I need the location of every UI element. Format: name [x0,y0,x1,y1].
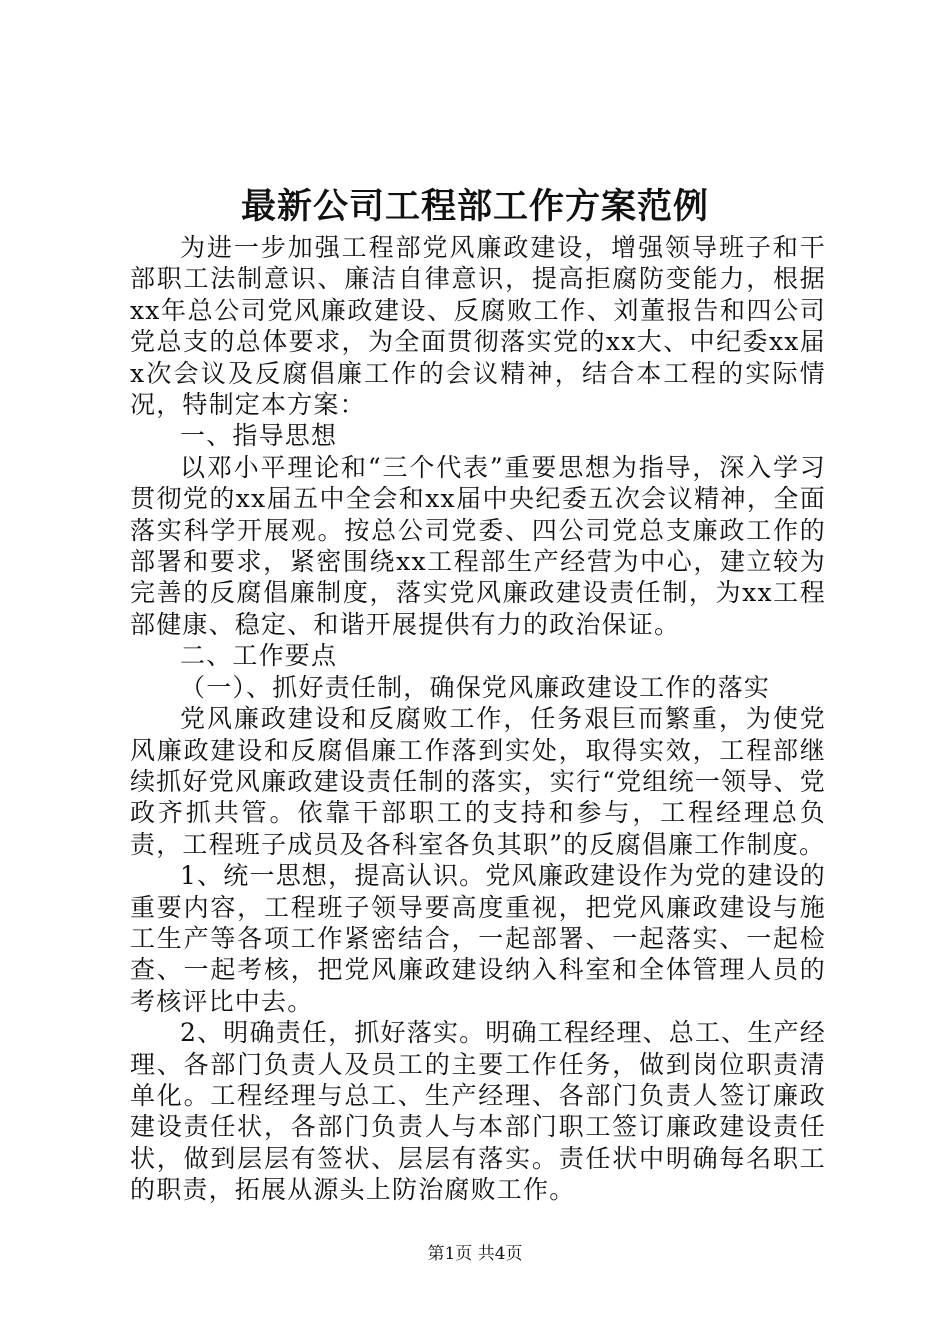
section-heading-guiding-thought: 一、指导思想 [180,421,338,451]
responsibility-paragraph: 党风廉政建设和反腐败工作，任务艰巨而繁重，为使党风廉政建设和反腐倡廉工作落到实处，取得实效，工程部继续抓好党风廉政建设责任制的落实，实行“党组统一领导、党政齐抓共管。依靠干部职工的支持和参与，工程经理总负责，工程班子成员及各科室各负其职”的反腐倡廉工作制度。 [130,704,826,859]
page-number-footer: 第1页 共4页 [427,1244,523,1264]
document-title: 最新公司工程部工作方案范例 [240,186,709,227]
intro-paragraph: 为进一步加强工程部党风廉政建设，增强领导班子和干部职工法制意识、廉洁自律意识，提高拒腐防变能力，根据xx年总公司党风廉政建设、反腐败工作、刘董报告和四公司党总支的总体要求，为全面贯彻落实党的xx大、中纪委xx届x次会议及反腐倡廉工作的会议精神，结合本工程的实际情况，特制定本方案： [130,233,826,420]
subsection-heading-responsibility: （一）、抓好责任制，确保党风廉政建设工作的落实 [180,672,771,702]
item-1-paragraph: 1、统一思想，提高认识。党风廉政建设作为党的建设的重要内容，工程班子领导要高度重视，把党风廉政建设与施工生产等各项工作紧密结合，一起部署、一起落实、一起检查、一起考核，把党风廉政建设纳入科室和全体管理人员的考核评比中去。 [130,861,826,1016]
document-body [130,232,826,1206]
section-heading-work-points: 二、工作要点 [180,641,338,671]
guiding-thought-paragraph: 以邓小平理论和“三个代表”重要思想为指导，深入学习贯彻党的xx届五中全会和xx届中央纪委五次会议精神，全面落实科学开展观。按总公司党委、四公司党总支廉政工作的部署和要求，紧密围绕xx工程部生产经营为中心，建立较为完善的反腐倡廉制度，落实党风廉政建设责任制，为xx工程部健康、稳定、和谐开展提供有力的政治保证。 [130,452,826,639]
item-2-paragraph: 2、明确责任，抓好落实。明确工程经理、总工、生产经理、各部门负责人及员工的主要工作任务，做到岗位职责清单化。工程经理与总工、生产经理、各部门负责人签订廉政建设责任状，各部门负责人与本部门职工签订廉政建设责任状，做到层层有签状、层层有落实。责任状中明确每名职工的职责，拓展从源头上防治腐败工作。 [130,1018,826,1205]
